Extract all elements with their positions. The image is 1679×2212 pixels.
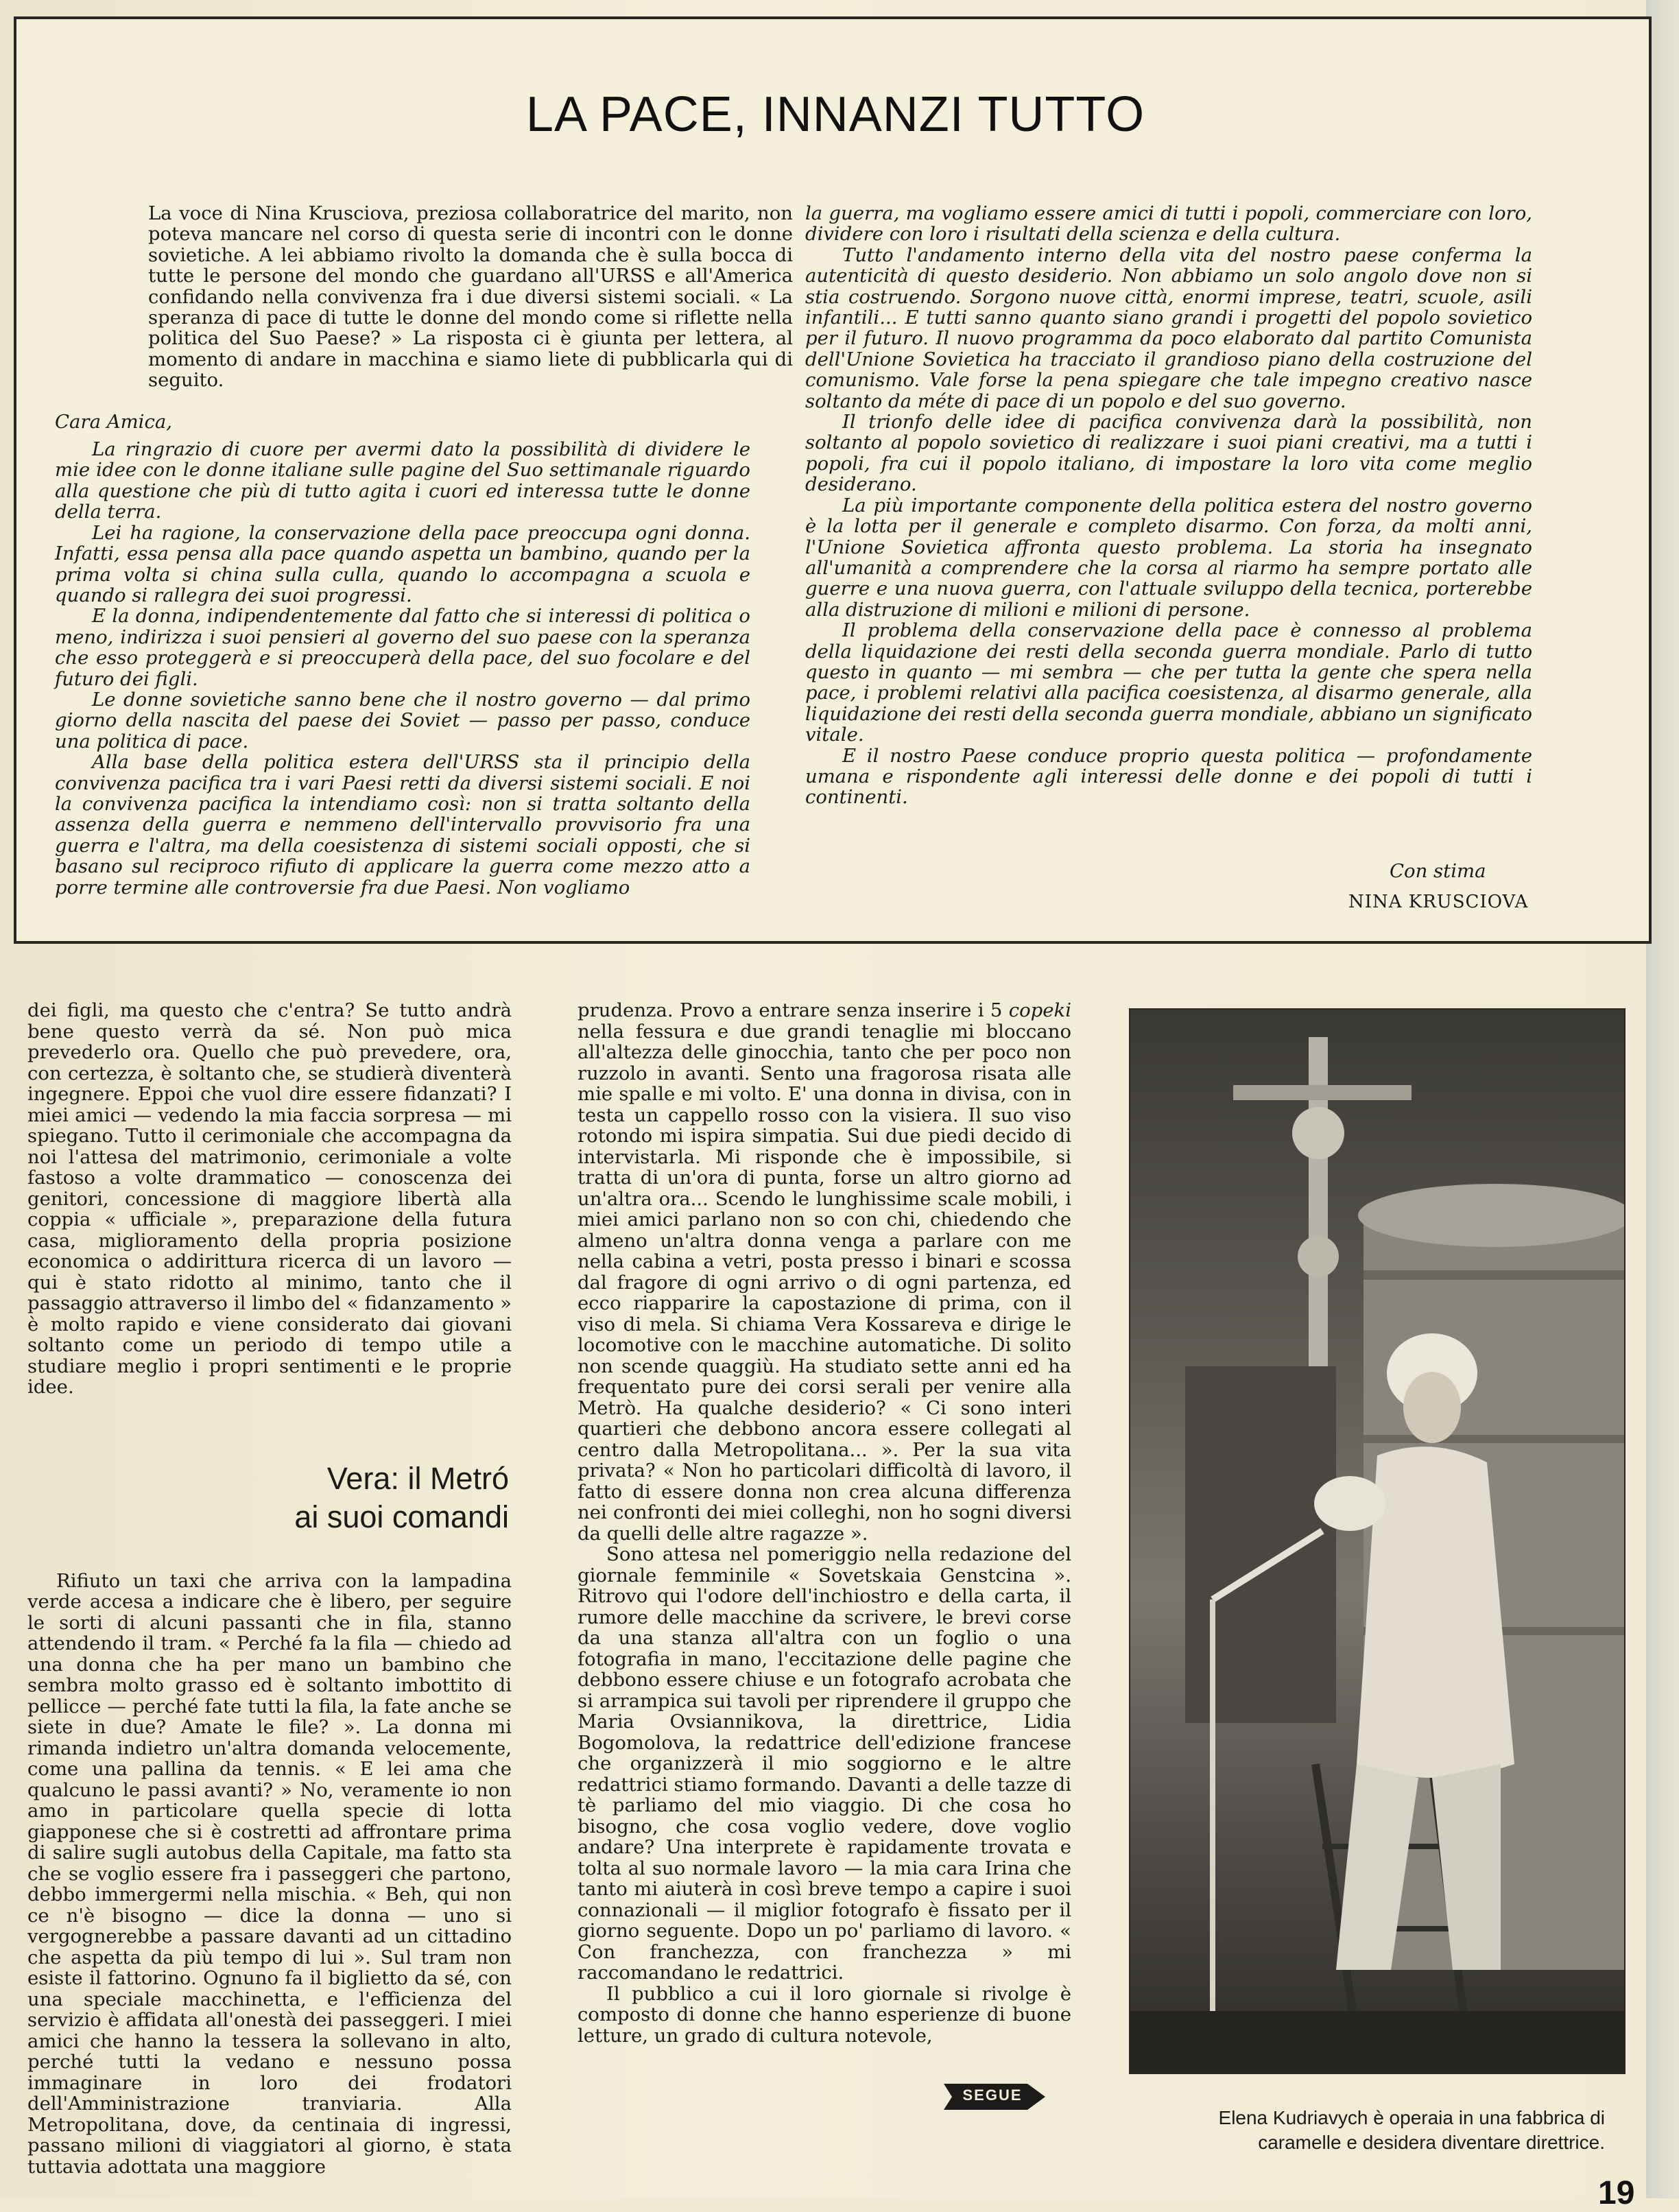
photo-illustration <box>1130 1010 1626 2074</box>
text-run-italic: copeki <box>1008 999 1071 1021</box>
page-number: 19 <box>1598 2175 1635 2211</box>
letter-paragraph: Le donne sovietiche sanno bene che il nostro governo — dal primo giorno della nascita del paese dei Soviet — passo per passo, conduce una politica di pace. <box>55 688 750 752</box>
letter-box <box>14 16 1652 944</box>
article-paragraph: Il pubblico a cui il loro giornale si rivolge è composto di donne che hanno esperienze di buone letture, un grado di cultura notevole, <box>577 1982 1071 2047</box>
segue-label[interactable]: SEGUE <box>962 2086 1023 2104</box>
subheading-line: Vera: il Metró <box>326 1460 509 1496</box>
letter-paragraph: la guerra, ma vogliamo essere amici di tutti i popoli, commerciare con loro, dividere con loro i risultati della scienza e della cultura. <box>805 202 1532 246</box>
letter-title: LA PACE, INNANZI TUTTO <box>525 87 1145 142</box>
letter-closing: Con stima <box>1390 860 1486 882</box>
factory-worker-photo <box>1129 1008 1626 2074</box>
letter-left-column <box>55 202 793 899</box>
letter-paragraph: E la donna, indipendentemente dal fatto che si interessi di politica o meno, indirizza i suoi pensieri al governo del suo paese con la speranza che esso proteggerà e si preoccuperà della pace, del suo focolare e del futuro dei figli. <box>55 605 750 690</box>
letter-paragraph: Tutto l'andamento interno della vita del nostro paese conferma la autenticità di questo desiderio. Non abbiamo un solo angolo dove non si stia costruendo. Sorgono nuove città, enormi imprese, teatri, scuole, asili infantili... E tutti sanno quanto siano grandi i progetti del popolo sovietico per il futuro. Il nuovo programma da poco elaborato dal partito Comunista dell'Unione Sovietica ha tracciato il grandioso piano della costruzione del comunismo. Vale forse la pena spiegare che tale impegno creativo nasce soltanto da méte di pace di un popolo e del suo governo. <box>805 243 1532 412</box>
article-paragraph: Rifiuto un taxi che arriva con la lampadina verde accesa a indicare che è libero, per seguire le sorti di alcuni passanti che in fila, stanno attendendo il tram. « Perché fa la fila — chiedo ad una donna che ha per mano un bambino che sembra molto grasso ed è soltanto imbottito di pellicce — perché fate tutti la fila, la fate anche se siete in due? Amate le file? ». La donna mi rimanda indietro un'altra domanda velocemente, come una pallina da tennis. « E lei ama che qualcuno le passi avanti? » No, veramente io non amo in particolare quella specie di lotta giapponese che si è costretti ad affrontare prima di salire sugli autobus della Capitale, ma fatto sta che se voglio essere fra i passeggeri che partono, debbo immergermi nella mischia. « Beh, qui non ce n'è bisogno — dice la donna — uno si vergognerebbe a passare davanti ad un cittadino che aspetta da più tempo di lui ». Sul tram non esiste il fattorino. Ognuno fa il biglietto da sé, con una speciale macchinetta, e l'efficienza del servizio è affidata all'onestà dei passeggeri. I miei amici che hanno la tessera la sollevano in alto, perché tutti la vedano e nessuno possa immaginare in loro dei frodatori dell'Amministrazione tranviaria. Alla Metropolitana, dove, da centinaia di ingressi, passano milioni di viaggiatori al giorno, è stata tuttavia adottata una maggiore <box>27 1569 512 2178</box>
letter-paragraph: La più importante componente della politica estera del nostro governo è la lotta per il generale e completo disarmo. Con forza, da molti anni, l'Unione Sovietica affronta questo problema. La storia ha insegnato all'umanità a comprendere che la corsa al riarmo ha sempre portato alle guerre e una nuova guerra, con l'attuale sviluppo della tecnica, porterebbe alla distruzione di milioni e milioni di persone. <box>805 494 1532 621</box>
article-subheading <box>27 1460 509 1536</box>
letter-paragraph: Il problema della conservazione della pace è connesso al problema della liquidazione dei resti della seconda guerra mondiale. Parlo di tutto questo in quanto — mi sembra — che per tutta la gente che spera nella pace, i problemi relativi alla pacifica coesistenza, al disarmo generale, alla liquidazione dei resti della seconda guerra mondiale, abbiano un significato vitale. <box>805 619 1532 746</box>
article-column-2 <box>577 1000 1071 2046</box>
article-paragraph: Sono attesa nel pomeriggio nella redazione del giornale femminile « Sovetskaia Genstcina ». Ritrovo qui l'odore dell'inchiostro e della carta, il rumore delle macchine da scrivere, le brevi corse da una stanza all'altra con un foglio o una fotografia in mano, l'eccitazione delle pagine che debbono essere chiuse e un fotografo acrobata che si arrampica sui tavoli per riprendere il gruppo che Maria Ovsiannikova, la direttrice, Lidia Bogomolova, la redattrice dell'edizione francese che organizzerà il mio soggiorno e le altre redattrici stiamo formando. Davanti a delle tazze di tè parliamo del mio viaggio. Di che cosa ho bisogno, che cosa voglio vedere, dove voglio andare? Una interprete è rapidamente trovata e tolta al suo normale lavoro — la mia cara Irina che tanto mi aiuterà in così breve tempo a capire i suoi connazionali — il miglior fotografo è fissato per il giorno seguente. Dopo un po' parliamo di lavoro. « Con franchezza, con franchezza » mi raccomandano le redattrici. <box>577 1543 1071 1984</box>
text-run: prudenza. Provo a entrare senza inserire i 5 <box>577 999 1009 1021</box>
letter-paragraph: Lei ha ragione, la conservazione della pace preoccupa ogni donna. Infatti, essa pensa alla pace quando aspetta un bambino, quando per la prima volta si china sulla culla, quando lo accompagna a scuola e quando si rallegra dei suoi progressi. <box>55 521 750 606</box>
article-paragraph: dei figli, ma questo che c'entra? Se tutto andrà bene questo verrà da sé. Non può mica prevederlo ora. Quello che può prevedere, ora, con certezza, è soltanto che, se studierà diventerà ingegnere. Eppoi che vuol dire essere fidanzati? I miei amici — vedendo la mia faccia sorpresa — mi spiegano. Tutto il cerimoniale che accompagna da noi l'attesa del matrimonio, cerimoniale a volte fastoso a volte drammatico — conoscenza dei genitori, concessione di maggiore libertà alla coppia « ufficiale », preparazione della futura casa, miglioramento della propria posizione economica o addirittura ricerca di un lavoro — qui è stato ridotto al minimo, tanto che il passaggio attraverso il limbo del « fidanzamento » è molto rapido e viene considerato dai giovani soltanto come un periodo di tempo utile a studiare meglio i propri sentimenti e le proprie idee. <box>27 999 512 1398</box>
letter-paragraph: Il trionfo delle idee di pacifica convivenza darà la possibilità, non soltanto al popolo sovietico di realizzare i suoi piani creativi, ma a tutti i popoli, fra cui il popolo italiano, di impostare la loro vita come meglio desiderano. <box>805 411 1532 496</box>
letter-signature: NINA KRUSCIOVA <box>1348 892 1529 912</box>
letter-salutation: Cara Amica, <box>55 410 172 433</box>
letter-intro <box>55 203 793 391</box>
article-column-1 <box>27 1000 512 2177</box>
letter-paragraph: E il nostro Paese conduce proprio questa politica — profondamente umana e rispondente agli interessi delle donne e dei popoli di tutti i continenti. <box>805 744 1532 809</box>
letter-paragraph: Alla base della politica estera dell'URSS sta il principio della convivenza pacifica tra i vari Paesi retti da diversi sistemi sociali. E noi la convivenza pacifica la intendiamo così: non si tratta soltanto della assenza della guerra e nemmeno dell'intervallo provvisorio fra una guerra e l'altra, ma della coesistenza di sistemi sociali opposti, che si basano sul reciproco rifiuto di applicare la guerra come mezzo atto a porre termine alle controversie fra due Paesi. Non vogliamo <box>55 751 750 899</box>
article-paragraph <box>577 1000 1071 1544</box>
letter-right-column <box>805 203 1532 808</box>
letter-paragraph: La ringrazio di cuore per avermi dato la possibilità di dividere le mie idee con le donne italiane sulle pagine del Suo settimanale riguardo alla questione che più di tutto agita i cuori ed interessa tutte le donne della terra. <box>55 438 750 523</box>
letter-intro-text: La voce di Nina Krusciova, preziosa collaboratrice del marito, non poteva mancare nel corso di questa serie di incontri con le donne sovietiche. A lei abbiamo rivolto la domanda che è sulla bocca di tutte le persone del mondo che guardano all'URSS e all'America confidando nella convivenza fra i due diversi sistemi sociali. « La speranza di pace di tutte le donne del mondo come si riflette nella politica del Suo Paese? » La risposta ci è giunta per lettera, al momento di andare in macchina e siamo liete di pubblicarla qui di seguito. <box>148 202 793 392</box>
subheading-line: ai suoi comandi <box>294 1499 509 1534</box>
photo-caption: Elena Kudriavych è operaia in una fabbrica di caramelle e desidera diventare direttrice. <box>1218 2107 1605 2153</box>
text-run: nella fessura e due grandi tenaglie mi bloccano all'altezza delle ginocchia, tanto che per poco non ruzzolo in avanti. Sento una fragorosa risata alle mie spalle e mi volto. E' una donna in divisa, con in testa un cappello rosso con la visiera. Il suo viso rotondo mi ispira simpatia. Sui due piedi decido di intervistarla. Mi risponde che è impossibile, si tratta di un'ora di punta, forse un altro giorno ad un'altra ora... Scendo le lunghissime scale mobili, i miei amici parlano non so con chi, chiedendo che almeno un'altra donna venga a parlare con me nella cabina a vetri, posta presso i binari e scossa dal fragore di ogni arrivo o di ogni partenza, ed ecco riapparire la capostazione di prima, con il viso di mela. Si chiama Vera Kossareva e dirige le locomotive con le macchine automatiche. Di solito non scende quaggiù. Ha studiato sette anni ed ha frequentato pure dei corsi serali per venire alla Metrò. Ha qualche desiderio? « Ci sono interi quartieri che debbono ancora essere collegati al centro dalla Metropolitana... ». Per la sua vita privata? « Non ho particolari difficoltà di lavoro, il fatto di essere donna non crea alcuna differenza nei confronti dei miei colleghi, non ho sogni diversi da quelli delle altre ragazze ». <box>577 1020 1071 1545</box>
